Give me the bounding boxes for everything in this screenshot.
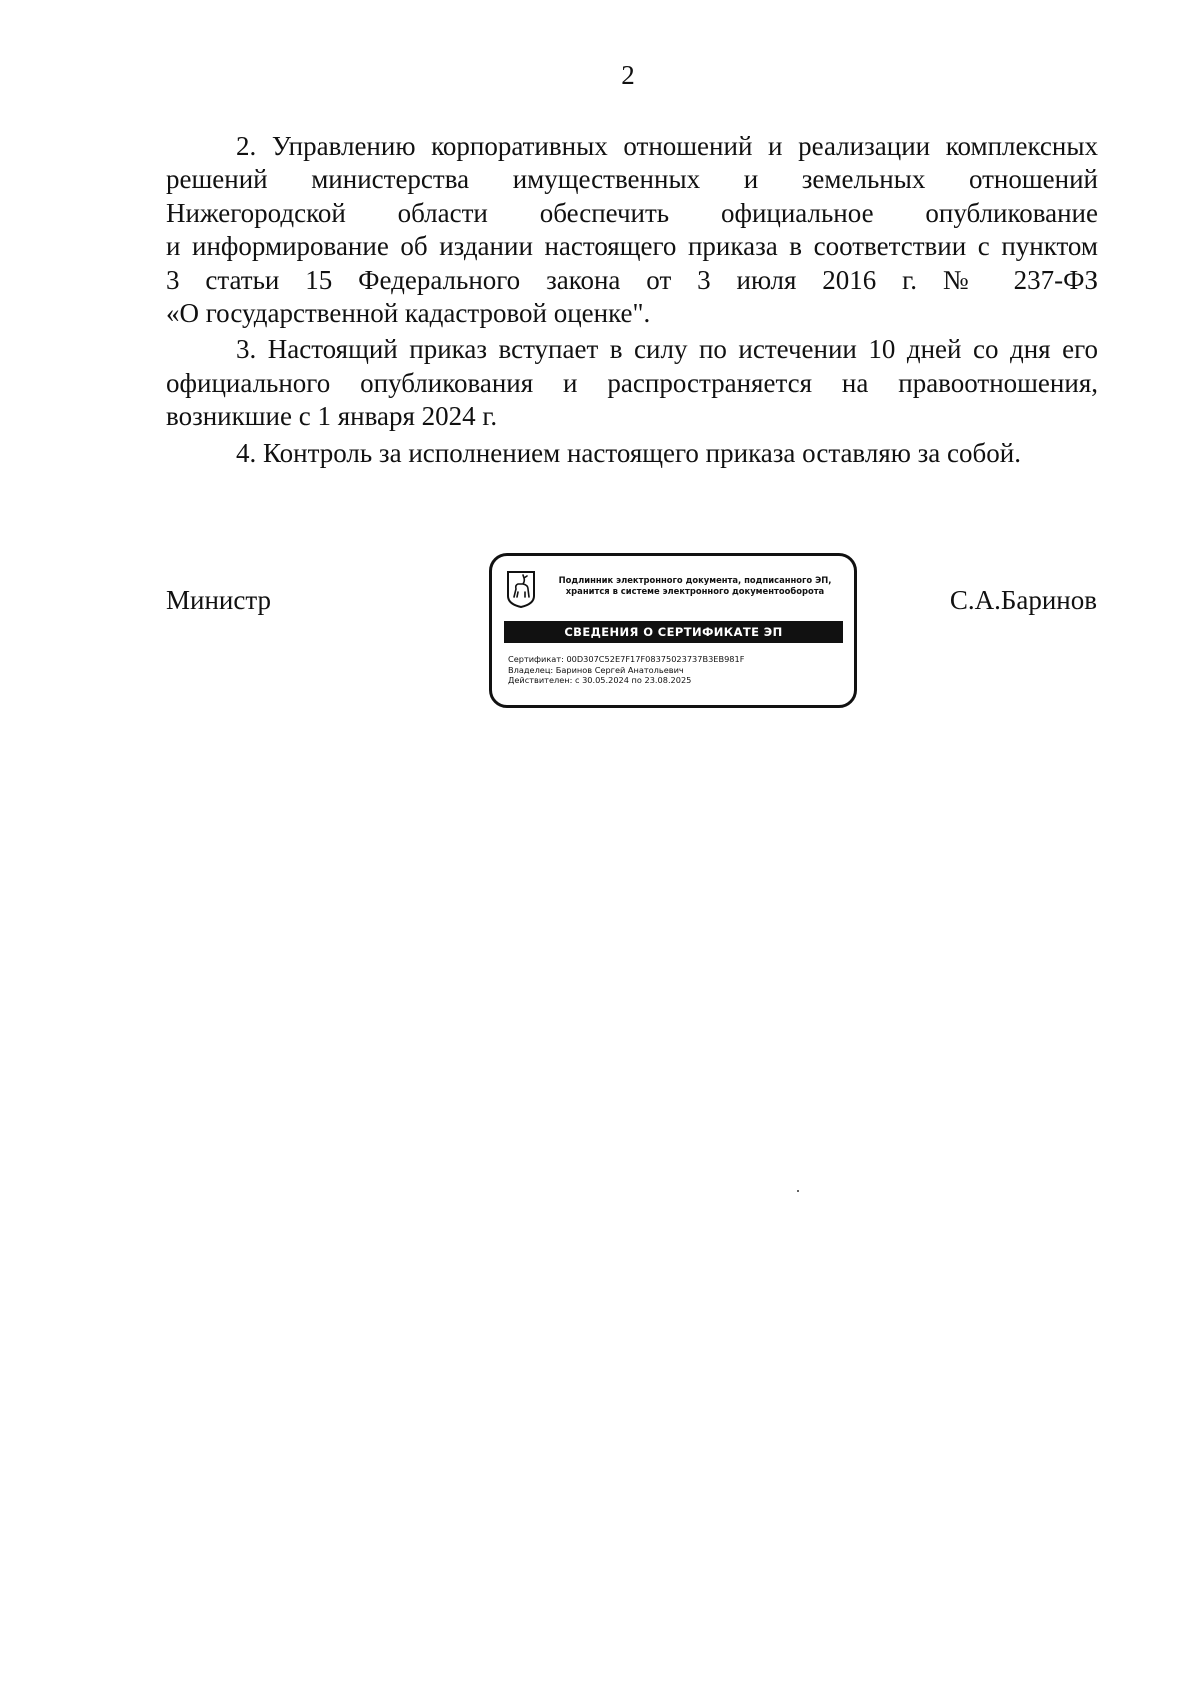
signatory-title: Министр	[166, 585, 271, 615]
stamp-header-line: Подлинник электронного документа, подписанного ЭП,	[558, 575, 832, 585]
text-line: «О государственной кадастровой оценке".	[166, 298, 651, 329]
text-line: и информирование об издании настоящего приказа в соответствии с пунктом	[166, 231, 1098, 262]
text-line: официального опубликования и распространяется на правоотношения,	[166, 367, 1098, 398]
page-number: 2	[621, 60, 635, 90]
text-line: решений министерства имущественных и земельных отношений	[166, 164, 1098, 195]
stamp-header-line: хранится в системе электронного документооборота	[565, 586, 825, 596]
paragraph-4	[166, 437, 1098, 470]
stamp-certificate-details	[508, 654, 744, 686]
stamp-title-bar: СВЕДЕНИЯ О СЕРТИФИКАТЕ ЭП	[504, 621, 843, 643]
text-line: 3. Настоящий приказ вступает в силу по истечении 10 дней со дня его	[236, 334, 1098, 365]
stamp-header	[540, 575, 850, 597]
deer-emblem-icon	[506, 570, 536, 608]
text-line: 2. Управлению корпоративных отношений и реализации комплексных	[236, 131, 1098, 161]
scan-speck	[797, 1190, 799, 1192]
certificate-validity: Действителен: с 30.05.2024 по 23.08.2025	[508, 675, 692, 685]
certificate-owner: Владелец: Баринов Сергей Анатольевич	[508, 664, 684, 675]
paragraph-2	[166, 130, 1098, 330]
text-line: Нижегородской области обеспечить официальное опубликование	[166, 197, 1098, 228]
paragraph-3	[166, 333, 1098, 433]
text-line: 4. Контроль за исполнением настоящего приказа оставляю за собой.	[236, 437, 1021, 468]
text-line: 3 статьи 15 Федерального закона от 3 июля 2016 г. № 237-ФЗ	[166, 264, 1098, 295]
certificate-number: Сертификат: 00D307C52E7F17F08375023737B3EB981F	[508, 654, 745, 664]
electronic-signature-stamp	[489, 553, 857, 708]
text-line: возникшие с 1 января 2024 г.	[166, 401, 498, 432]
signatory-name: С.А.Баринов	[949, 585, 1097, 615]
document-body	[166, 130, 1098, 473]
